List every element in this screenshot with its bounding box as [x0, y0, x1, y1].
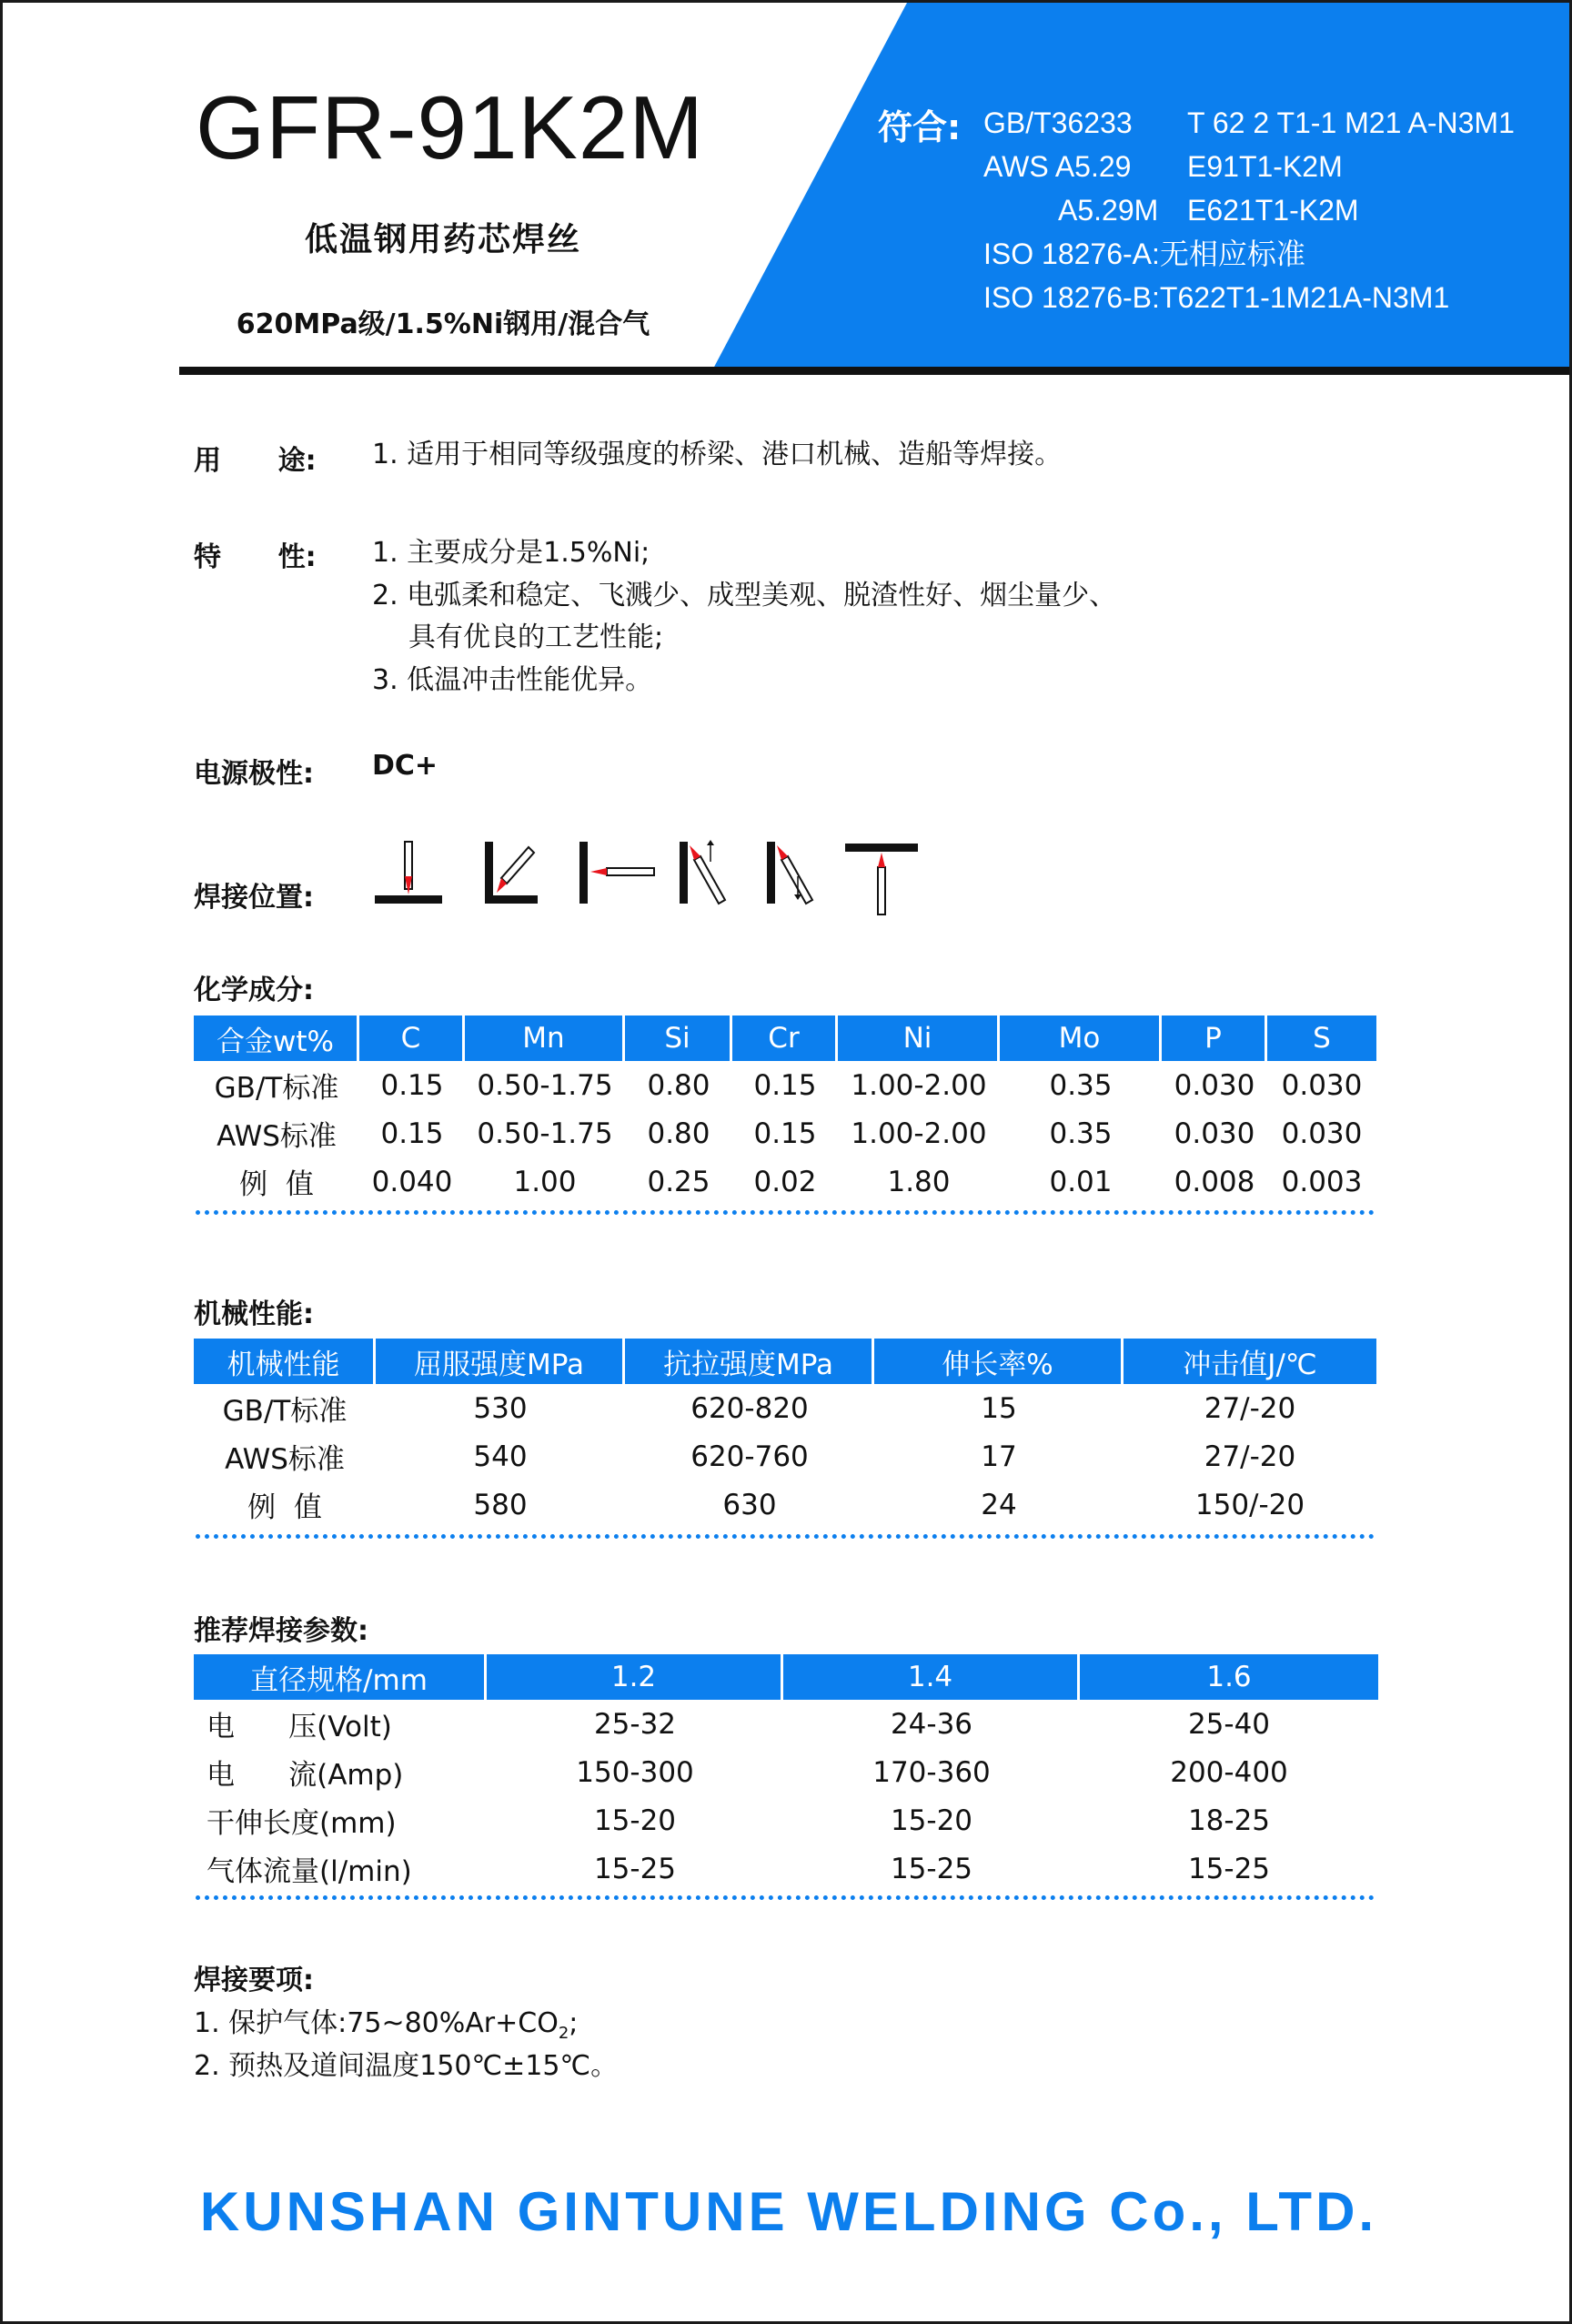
standard-classification: E621T1-K2M	[1187, 194, 1359, 227]
standard-row	[983, 150, 1343, 183]
table-header-row	[194, 1339, 1376, 1384]
usage-label: 用 途:	[194, 445, 317, 477]
standard-code: AWS A5.29	[983, 150, 1132, 183]
table-cell: 1.00-2.00	[851, 1117, 987, 1150]
table-cell: 27/-20	[1204, 1440, 1296, 1473]
table-cell: 15-25	[593, 1852, 677, 1885]
table-cell: 0.040	[371, 1165, 453, 1198]
product-code: GFR-91K2M	[196, 77, 705, 177]
table-row	[194, 1700, 1378, 1748]
welding-position-label: 焊接位置:	[194, 882, 314, 914]
table-cell: 电 压(Volt)	[207, 1711, 392, 1743]
dotted-divider	[196, 1210, 1375, 1215]
standard-classification: E91T1-K2M	[1187, 150, 1343, 183]
table-cell: 150-300	[576, 1755, 694, 1789]
column-header: C	[359, 1015, 465, 1061]
welding-position-icons	[372, 840, 936, 916]
dotted-divider	[196, 1534, 1375, 1539]
table-row	[194, 1796, 1378, 1844]
note-line	[194, 2007, 579, 2043]
dotted-divider	[196, 1895, 1375, 1900]
table-cell: 0.15	[753, 1117, 817, 1150]
note-text: ;	[569, 2007, 579, 2039]
table-cell: 25-32	[593, 1707, 677, 1741]
usage-line: 1. 适用于相同等级强度的桥梁、港口机械、造船等焊接。	[372, 439, 1063, 470]
column-header: 1.6	[1080, 1654, 1378, 1700]
note-line: 2. 预热及道间温度150℃±15℃。	[194, 2050, 619, 2082]
table-row	[194, 1480, 1376, 1529]
flat-fillet-position-icon	[375, 842, 442, 904]
table-cell: 0.030	[1281, 1068, 1363, 1102]
table-cell: 0.15	[380, 1068, 444, 1102]
table-row	[194, 1844, 1378, 1893]
feature-line: 3. 低温冲击性能优异。	[372, 664, 653, 696]
note-text: 1. 保护气体:75~80%Ar+CO	[194, 2007, 559, 2039]
column-header: 1.2	[487, 1654, 783, 1700]
table-cell: AWS标准	[225, 1443, 345, 1476]
column-header: S	[1267, 1015, 1376, 1061]
table-cell: 15-25	[890, 1852, 973, 1885]
overhead-position-icon	[845, 844, 918, 914]
table-cell: 0.50-1.75	[477, 1068, 613, 1102]
polarity-value: DC+	[372, 750, 438, 782]
table-cell: 0.030	[1174, 1117, 1255, 1150]
standard-row	[983, 239, 1305, 268]
standard-code: ISO 18276-A:无相应标准	[983, 237, 1305, 270]
column-header: 1.4	[783, 1654, 1080, 1700]
standards-label: 符合:	[878, 107, 962, 147]
table-header-row	[194, 1015, 1376, 1061]
polarity-label: 电源极性:	[194, 758, 314, 790]
table-cell: GB/T标准	[222, 1395, 348, 1428]
table-cell: 200-400	[1170, 1755, 1288, 1789]
column-header: P	[1162, 1015, 1267, 1061]
header-rule	[179, 367, 1572, 375]
note-subscript: 2	[558, 2024, 569, 2043]
mechanical-table	[194, 1339, 1376, 1529]
table-header-row	[194, 1654, 1378, 1700]
column-header: Mn	[465, 1015, 625, 1061]
table-cell: 0.008	[1174, 1165, 1255, 1198]
column-header: Ni	[838, 1015, 1000, 1061]
chemical-table	[194, 1015, 1376, 1206]
table-cell: 0.003	[1281, 1165, 1363, 1198]
table-cell: 15-20	[890, 1804, 973, 1837]
column-header: 机械性能	[194, 1339, 376, 1384]
table-row	[194, 1157, 1376, 1206]
table-cell: 540	[473, 1440, 528, 1473]
standard-classification: T 62 2 T1-1 M21 A-N3M1	[1187, 106, 1515, 139]
table-cell: 580	[473, 1488, 528, 1521]
table-cell: 620-760	[690, 1440, 809, 1473]
column-header: 直径规格/mm	[194, 1654, 487, 1700]
table-cell: 0.35	[1049, 1068, 1113, 1102]
table-row	[194, 1109, 1376, 1157]
table-cell: 24	[981, 1488, 1017, 1521]
horizontal-position-icon	[579, 842, 654, 904]
table-row	[194, 1748, 1378, 1796]
table-cell: 干伸长度(mm)	[207, 1807, 397, 1840]
table-cell: 15	[981, 1391, 1017, 1425]
product-name: 低温钢用药芯焊丝	[304, 221, 581, 258]
table-cell: 例 值	[239, 1168, 314, 1201]
table-cell: 0.25	[647, 1165, 710, 1198]
feature-line: 2. 电弧柔和稳定、飞溅少、成型美观、脱渣性好、烟尘量少、	[372, 580, 1117, 611]
standard-code: A5.29M	[1058, 194, 1159, 227]
product-grade: 620MPa级/1.5%Ni钢用/混合气	[236, 308, 650, 340]
table-cell: 0.80	[647, 1117, 710, 1150]
table-cell: 0.02	[753, 1165, 817, 1198]
table-cell: 0.80	[647, 1068, 710, 1102]
feature-line: 具有优良的工艺性能;	[408, 621, 664, 653]
standard-code: ISO 18276-B:T622T1-1M21A-N3M1	[983, 281, 1450, 314]
table-cell: 620-820	[690, 1391, 809, 1425]
features-label: 特 性:	[194, 541, 317, 573]
standard-row	[983, 106, 1515, 139]
table-cell: 530	[473, 1391, 528, 1425]
table-cell: 25-40	[1187, 1707, 1271, 1741]
table-cell: 15-20	[593, 1804, 677, 1837]
table-cell: 18-25	[1187, 1804, 1271, 1837]
table-cell: 1.80	[887, 1165, 951, 1198]
vertical-down-position-icon	[767, 842, 812, 904]
column-header: Mo	[1000, 1015, 1162, 1061]
column-header: 伸长率%	[874, 1339, 1124, 1384]
horizontal-fillet-position-icon	[485, 842, 538, 904]
standard-code: GB/T36233	[983, 106, 1133, 139]
table-cell: 170-360	[872, 1755, 991, 1789]
table-cell: 0.15	[753, 1068, 817, 1102]
parameters-table	[194, 1654, 1378, 1893]
table-cell: 1.00	[513, 1165, 577, 1198]
table-cell: 例 值	[247, 1491, 322, 1524]
table-cell: 电 流(Amp)	[207, 1759, 404, 1792]
table-cell: 0.15	[380, 1117, 444, 1150]
table-cell: 17	[981, 1440, 1017, 1473]
table-row	[194, 1432, 1376, 1480]
table-cell: GB/T标准	[214, 1072, 339, 1105]
table-cell: 0.35	[1049, 1117, 1113, 1150]
table-cell: 15-25	[1187, 1852, 1271, 1885]
standard-row	[1058, 194, 1359, 227]
table-cell: 27/-20	[1204, 1391, 1296, 1425]
table-row	[194, 1384, 1376, 1432]
standard-row	[983, 283, 1449, 312]
chemical-title: 化学成分:	[194, 975, 314, 1006]
table-cell: 0.01	[1049, 1165, 1113, 1198]
table-row	[194, 1061, 1376, 1109]
table-cell: 24-36	[890, 1707, 973, 1741]
column-header: Cr	[732, 1015, 838, 1061]
table-cell: 0.030	[1281, 1117, 1363, 1150]
table-cell: 630	[722, 1488, 777, 1521]
feature-line: 1. 主要成分是1.5%Ni;	[372, 537, 650, 569]
table-cell: 1.00-2.00	[851, 1068, 987, 1102]
column-header: 冲击值J/℃	[1124, 1339, 1376, 1384]
table-cell: 气体流量(l/min)	[207, 1855, 412, 1888]
company-name: KUNSHAN GINTUNE WELDING Co., LTD.	[199, 2181, 1378, 2242]
column-header: 抗拉强度MPa	[625, 1339, 874, 1384]
parameters-title: 推荐焊接参数:	[194, 1615, 368, 1647]
column-header: Si	[625, 1015, 732, 1061]
column-header: 屈服强度MPa	[376, 1339, 625, 1384]
table-cell: AWS标准	[217, 1120, 337, 1153]
vertical-up-position-icon	[680, 840, 725, 904]
notes-title: 焊接要项:	[194, 1965, 314, 1996]
mechanical-title: 机械性能:	[194, 1298, 314, 1330]
table-cell: 150/-20	[1194, 1488, 1305, 1521]
table-cell: 0.030	[1174, 1068, 1255, 1102]
table-cell: 0.50-1.75	[477, 1117, 613, 1150]
column-header: 合金wt%	[194, 1015, 359, 1061]
